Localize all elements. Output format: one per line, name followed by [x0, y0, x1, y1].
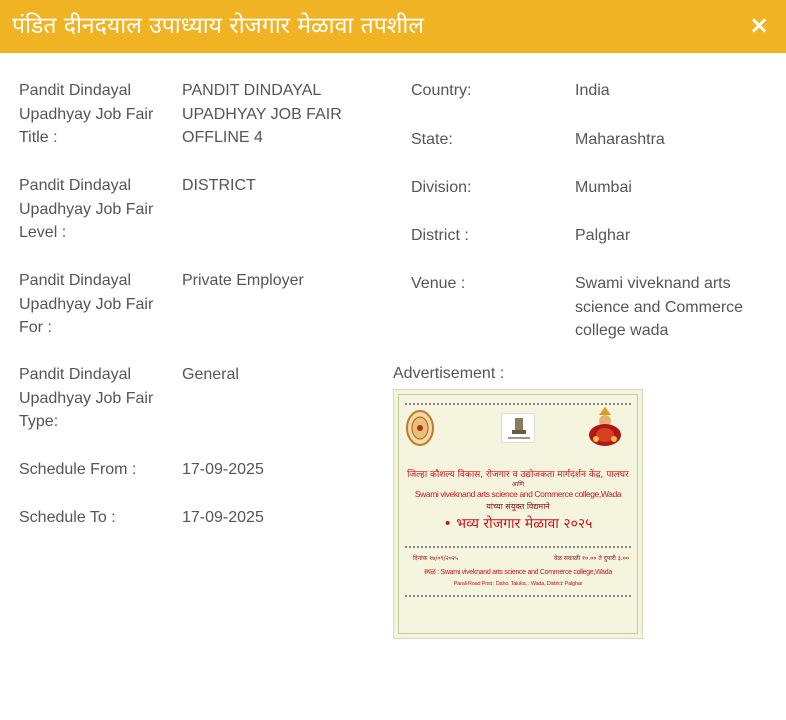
division-label: Division:: [411, 179, 472, 196]
country-label: Country:: [411, 82, 472, 99]
fair-level-value: DISTRICT: [182, 177, 256, 194]
fair-for-label: Pandit Dindayal Upadhyay Job Fair For :: [19, 272, 154, 336]
fair-level-label: Pandit Dindayal Upadhyay Job Fair Level :: [19, 177, 154, 241]
deity-image-icon: [587, 405, 623, 447]
fair-type-label: Pandit Dindayal Upadhyay Job Fair Type:: [19, 366, 154, 430]
schedule-to-value: 17-09-2025: [182, 509, 264, 526]
country-value: India: [575, 82, 610, 99]
division-value: Mumbai: [575, 179, 632, 196]
college-emblem-icon: [405, 409, 435, 447]
district-label: District :: [411, 227, 469, 244]
venue-value: Swami viveknand arts science and Commerce college wada: [575, 275, 744, 339]
poster-line-4: यांच्या संयुक्त विद्यमाने: [486, 502, 550, 511]
poster-venue: स्थळ : Swami viveknand arts science and Commerce college,Wada: [424, 569, 612, 576]
ashoka-emblem-icon: [502, 414, 536, 444]
advertisement-label: Advertisement :: [393, 365, 505, 382]
poster-address: Parali Road Post : Daho, Taluka, : Wada, District: Palghar: [453, 581, 583, 587]
state-label: State:: [411, 131, 453, 148]
poster-date: दिनांक १७/०९/२०२५: [413, 555, 459, 562]
fair-for-value: Private Employer: [182, 272, 304, 289]
modal-title: पंडित दीनदयाल उपाध्याय रोजगार मेळावा तपशील: [12, 13, 424, 39]
poster-line-3: Swami viveknand arts science and Commerce college,Wada: [414, 489, 622, 499]
poster-frame: [398, 394, 638, 634]
modal-header: [0, 0, 786, 53]
poster-divider-3: [405, 595, 631, 597]
fair-title-value: PANDIT DINDAYAL UPADHYAY JOB FAIR OFFLINE 4: [182, 82, 342, 146]
close-icon[interactable]: ×: [748, 11, 770, 39]
schedule-from-label: Schedule From :: [19, 461, 137, 478]
district-value: Palghar: [575, 227, 631, 244]
schedule-from-value: 17-09-2025: [182, 461, 264, 478]
poster-divider-2: [405, 546, 631, 548]
poster-time: वेळ सकाळी १०.०० ते दुपारी ३.००: [554, 555, 629, 562]
venue-label: Venue :: [411, 275, 466, 292]
fair-title-label: Pandit Dindayal Upadhyay Job Fair Title :: [19, 82, 154, 146]
fair-type-value: General: [182, 366, 239, 383]
govt-emblem-box: [501, 413, 535, 443]
poster-line-2: आणि: [511, 481, 525, 488]
advertisement-image[interactable]: [393, 389, 643, 639]
schedule-to-label: Schedule To :: [19, 509, 116, 526]
poster-line-5: • भव्य रोजगार मेळावा २०२५: [443, 516, 593, 532]
state-value: Maharashtra: [575, 131, 665, 148]
poster-line-1: जिल्हा कौशल्य विकास, रोजगार व उद्योजकता मार्गदर्शन केंद्र, पालघर: [407, 470, 629, 480]
